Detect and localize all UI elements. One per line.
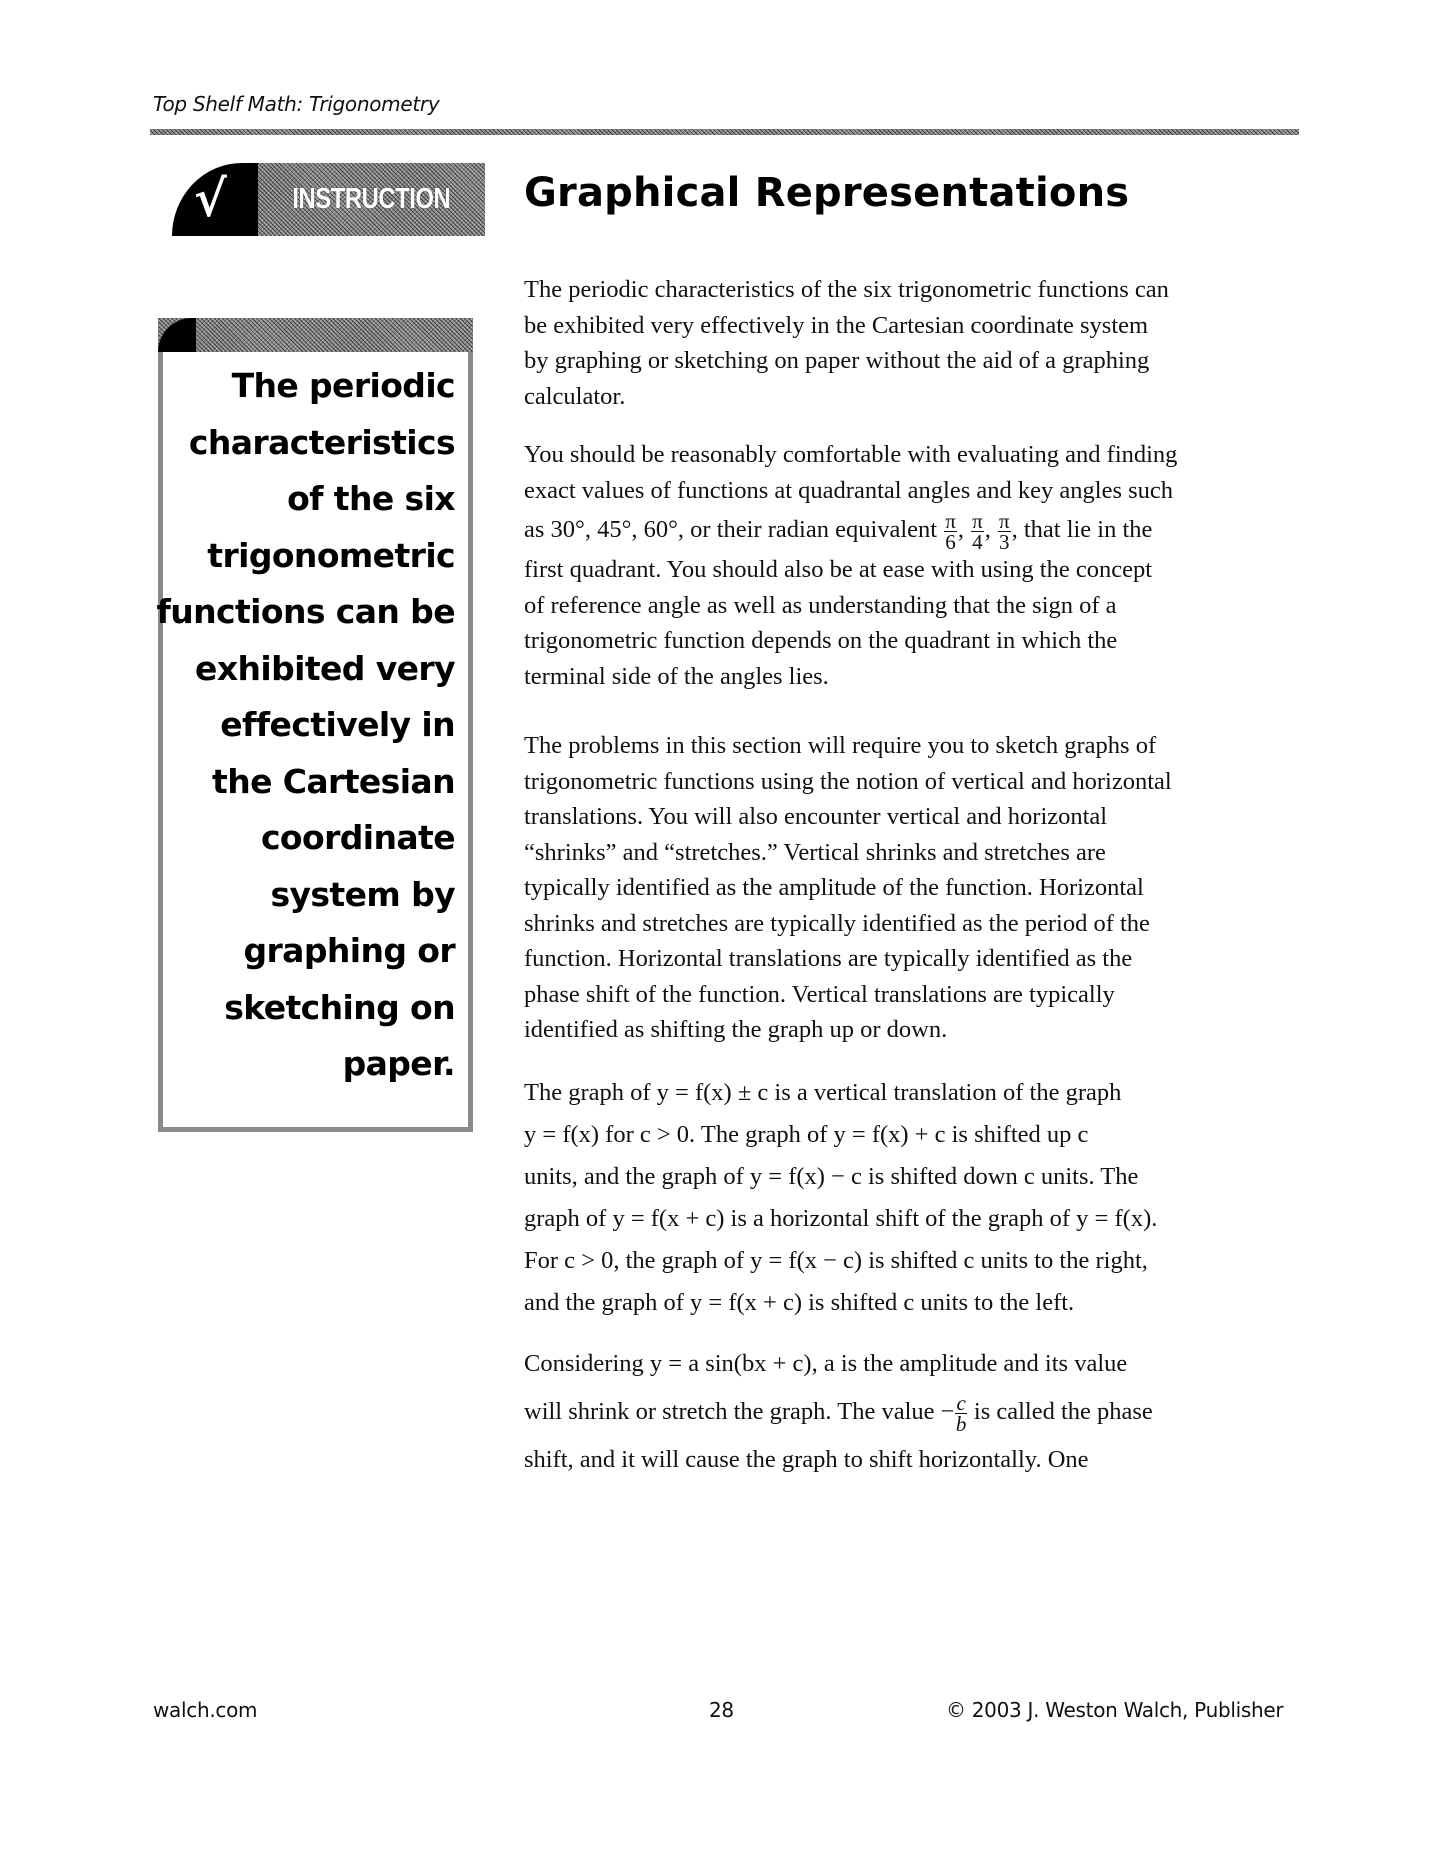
text-line: trigonometric functions using the notion of vertical and horizontal	[524, 767, 1172, 795]
pull-quote-line: functions can be	[156, 592, 455, 631]
paragraph-intro	[524, 272, 1304, 414]
text-line: phase shift of the function. Vertical translations are typically	[524, 980, 1115, 1008]
fraction-denominator: 4	[972, 529, 983, 554]
fraction-c-over-b	[955, 1390, 967, 1436]
pull-quote-line: effectively in	[220, 705, 455, 744]
fraction-numerator: π	[945, 508, 956, 533]
pull-quote-line: system by	[270, 874, 455, 914]
math-text-line: graph of y = f(x + c) is a horizontal shift of the graph of y = f(x).	[524, 1205, 1158, 1232]
text-line: trigonometric function depends on the quadrant in which the	[524, 627, 1118, 654]
text-line: by graphing or sketching on paper without the aid of a graphing	[524, 347, 1150, 374]
pull-quote-box	[158, 318, 473, 1132]
pull-quote-line: sketching on	[224, 987, 455, 1027]
paragraph-shift-rules	[524, 1072, 1304, 1324]
header-rule	[150, 129, 1299, 135]
text-segment: will shrink or stretch the graph. The value −	[524, 1398, 955, 1425]
text-line: typically identified as the amplitude of the function. Horizontal	[524, 874, 1144, 901]
fraction-pi-over-3	[998, 508, 1011, 554]
page-number: 28	[709, 1698, 734, 1722]
text-segment: ,	[984, 516, 997, 543]
math-text-line: units, and the graph of y = f(x) − c is shifted down c units. The	[524, 1163, 1139, 1190]
badge-label: INSTRUCTION	[292, 183, 451, 215]
text-line: The problems in this section will require you to sketch graphs of	[524, 732, 1157, 759]
text-segment: as 30°, 45°, 60°, or their radian equivalent	[524, 516, 944, 543]
fraction-denominator: 3	[999, 529, 1010, 554]
pull-quote-line: trigonometric	[207, 535, 455, 575]
pull-quote-topbar	[158, 318, 473, 352]
text-line: The periodic characteristics of the six trigonometric functions can	[524, 276, 1169, 303]
math-text-line: The graph of y = f(x) ± c is a vertical translation of the graph	[524, 1079, 1122, 1106]
text-line: “shrinks” and “stretches.” Vertical shrinks and stretches are	[524, 838, 1106, 866]
pull-quote-line: paper.	[342, 1044, 455, 1083]
pull-quote-line: exhibited very	[195, 648, 455, 688]
text-line: shift, and it will cause the graph to shift horizontally. One	[524, 1446, 1089, 1473]
text-line: terminal side of the angles lies.	[524, 662, 829, 690]
text-line-with-fractions	[524, 508, 1304, 552]
paragraph-key-angles	[524, 437, 1304, 694]
text-line-with-fraction	[524, 1388, 1304, 1436]
paragraph-translations	[524, 728, 1304, 1048]
fraction-denominator: 6	[945, 529, 956, 554]
text-line: be exhibited very effectively in the Cartesian coordinate system	[524, 311, 1149, 339]
pull-quote-line: characteristics	[188, 422, 455, 462]
text-line: translations. You will also encounter vertical and horizontal	[524, 803, 1108, 830]
pull-quote-text	[156, 358, 455, 1093]
square-root-icon: √	[194, 169, 227, 228]
text-line: shrinks and stretches are typically identified as the period of the	[524, 909, 1150, 937]
text-segment: ,	[957, 516, 971, 543]
math-text-line: y = f(x) for c > 0. The graph of y = f(x) + c is shifted up c	[524, 1121, 1089, 1148]
footer-website: walch.com	[153, 1698, 258, 1722]
text-segment: , that lie in the	[1011, 516, 1153, 543]
pull-quote-line: graphing or	[243, 931, 455, 970]
text-line: You should be reasonably comfortable with evaluating and finding	[524, 441, 1178, 468]
text-line: function. Horizontal translations are typically identified as the	[524, 945, 1133, 972]
text-line: of reference angle as well as understanding that the sign of a	[524, 591, 1117, 619]
footer-copyright: © 2003 J. Weston Walch, Publisher	[946, 1698, 1284, 1722]
text-line: identified as shifting the graph up or down.	[524, 1016, 948, 1043]
fraction-pi-over-6	[944, 508, 957, 554]
running-head: Top Shelf Math: Trigonometry	[153, 92, 440, 116]
pull-quote-line: The periodic	[231, 366, 455, 405]
text-line: first quadrant. You should also be at ease with using the concept	[524, 556, 1153, 583]
paragraph-amplitude-phase	[524, 1340, 1304, 1484]
pull-quote-line: of the six	[287, 479, 455, 518]
text-line: calculator.	[524, 382, 626, 410]
fraction-numerator: π	[998, 508, 1010, 533]
fraction-pi-over-4	[971, 508, 984, 554]
pull-quote-line: the Cartesian	[212, 761, 455, 801]
pull-quote-line: coordinate	[260, 818, 455, 857]
math-text-line: and the graph of y = f(x + c) is shifted c units to the left.	[524, 1289, 1075, 1316]
fraction-denominator: b	[955, 1411, 967, 1436]
instruction-badge	[172, 163, 485, 236]
fraction-numerator: c	[956, 1390, 966, 1415]
badge-band	[258, 163, 485, 236]
text-line: exact values of functions at quadrantal angles and key angles such	[524, 476, 1174, 504]
math-text-line: Considering y = a sin(bx + c), a is the amplitude and its value	[524, 1350, 1128, 1377]
fraction-numerator: π	[972, 508, 983, 533]
text-segment: is called the phase	[967, 1398, 1153, 1425]
math-text-line: For c > 0, the graph of y = f(x − c) is shifted c units to the right,	[524, 1247, 1148, 1274]
page-title: Graphical Representations	[524, 170, 1130, 216]
badge-cap	[172, 163, 258, 236]
